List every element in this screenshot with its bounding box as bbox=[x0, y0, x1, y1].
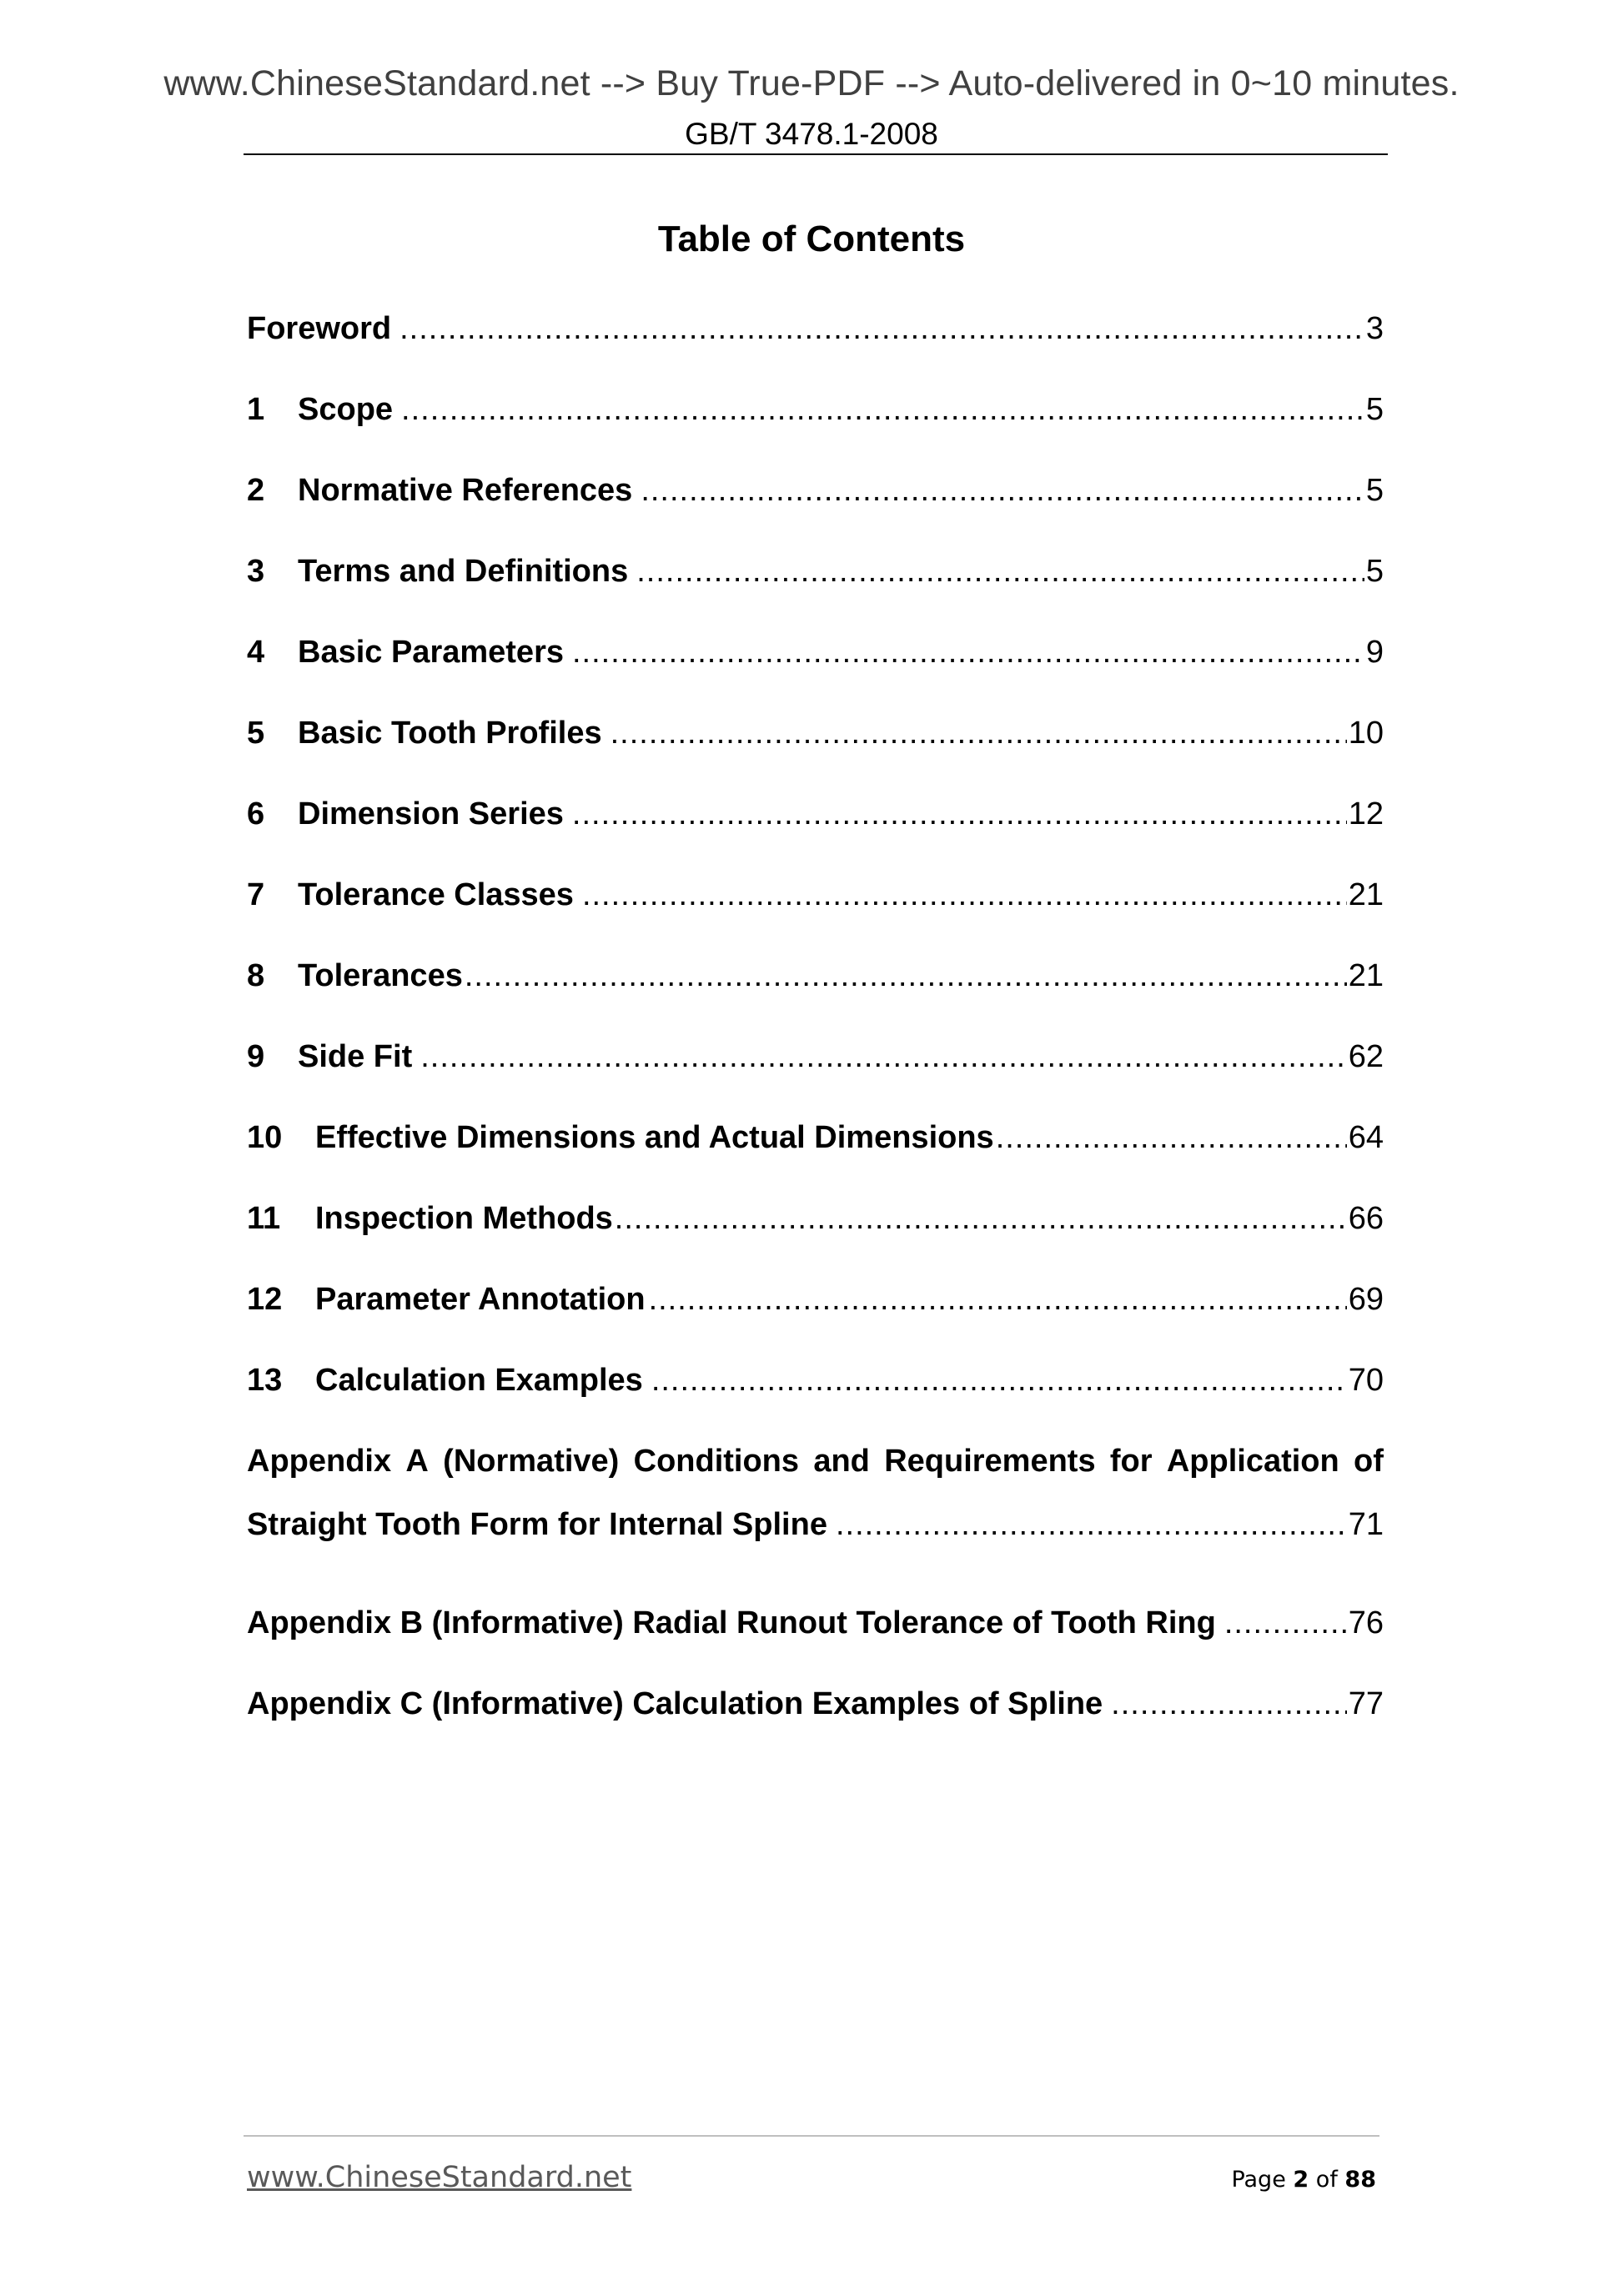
toc-entry-page: 21 bbox=[1348, 958, 1384, 993]
toc-word: Appendix bbox=[247, 1444, 392, 1479]
toc-entry-number: 9 bbox=[247, 1039, 265, 1074]
toc-leader-dots bbox=[836, 1507, 1347, 1543]
top-banner[interactable]: www.ChineseStandard.net --> Buy True-PDF --> Auto-delivered in 0~10 minutes. bbox=[163, 63, 1460, 103]
page-prefix: Page bbox=[1231, 2167, 1286, 2193]
toc-entry-appendix-b[interactable] bbox=[247, 1605, 1384, 1686]
toc-entry-number: 1 bbox=[247, 392, 265, 427]
toc-entry-scope[interactable] bbox=[247, 392, 1384, 473]
toc-entry-page: 10 bbox=[1348, 716, 1384, 751]
header-divider bbox=[244, 153, 1388, 155]
footer-divider bbox=[244, 2135, 1379, 2137]
toc-entry-basic-parameters[interactable] bbox=[247, 635, 1384, 716]
toc-leader-dots bbox=[1111, 1686, 1347, 1722]
toc-leader-dots bbox=[572, 635, 1364, 671]
toc-entry-page: 69 bbox=[1348, 1282, 1384, 1317]
toc-entry-number: 7 bbox=[247, 877, 265, 912]
toc-entry-number: 10 bbox=[247, 1120, 283, 1155]
toc-entry-side-fit[interactable] bbox=[247, 1039, 1384, 1120]
toc-entry-number: 8 bbox=[247, 958, 265, 993]
toc-entry-foreword[interactable] bbox=[247, 311, 1384, 392]
toc-leader-dots bbox=[649, 1282, 1347, 1318]
toc-entry-label: Straight Tooth Form for Internal Spline bbox=[247, 1507, 827, 1542]
toc-entry-number: 6 bbox=[247, 796, 265, 831]
toc-entry-appendix-a[interactable] bbox=[247, 1444, 1384, 1605]
toc-entry-page: 5 bbox=[1365, 392, 1384, 427]
toc-entry-number: 11 bbox=[247, 1201, 281, 1236]
toc-entry-effective-dimensions[interactable] bbox=[247, 1120, 1384, 1201]
toc-entry-label: Parameter Annotation bbox=[315, 1282, 646, 1317]
toc-entry-inspection-methods[interactable] bbox=[247, 1201, 1384, 1282]
toc-entry-calculation-examples[interactable] bbox=[247, 1363, 1384, 1444]
toc-entry-appendix-c[interactable] bbox=[247, 1686, 1384, 1767]
toc-entry-page: 64 bbox=[1348, 1120, 1384, 1155]
footer-page-number bbox=[1231, 2167, 1376, 2193]
toc-leader-dots bbox=[465, 958, 1347, 994]
toc-word: (Normative) bbox=[443, 1444, 620, 1479]
toc-entry-label: Tolerance Classes bbox=[298, 877, 574, 912]
toc-entry-label: Normative References bbox=[298, 473, 633, 508]
toc-leader-dots bbox=[572, 796, 1347, 832]
toc-word: A bbox=[405, 1444, 429, 1479]
toc-leader-dots bbox=[996, 1120, 1347, 1156]
toc-entry-label: Effective Dimensions and Actual Dimensions bbox=[315, 1120, 994, 1155]
toc-entry-label: Basic Parameters bbox=[298, 635, 564, 670]
toc-leader-dots bbox=[615, 1201, 1347, 1237]
page-of: of bbox=[1315, 2167, 1338, 2193]
toc-entry-label: Inspection Methods bbox=[315, 1201, 613, 1236]
toc-leader-dots bbox=[636, 554, 1364, 590]
page-total: 88 bbox=[1344, 2167, 1376, 2193]
toc-entry-number: 4 bbox=[247, 635, 265, 670]
toc-leader-dots bbox=[401, 392, 1364, 428]
toc-title: Table of Contents bbox=[657, 219, 966, 259]
toc-entry-basic-tooth-profiles[interactable] bbox=[247, 716, 1384, 796]
toc-entry-label: Calculation Examples bbox=[315, 1363, 643, 1398]
toc-entry-page: 9 bbox=[1365, 635, 1384, 670]
toc-entry-label: Dimension Series bbox=[298, 796, 564, 831]
toc-entry-label: Scope bbox=[298, 392, 394, 427]
toc-leader-dots bbox=[582, 877, 1347, 913]
toc-word: of bbox=[1354, 1444, 1384, 1479]
toc-entry-number: 12 bbox=[247, 1282, 283, 1317]
toc-entry-page: 76 bbox=[1348, 1605, 1384, 1640]
toc-entry-label: Appendix C (Informative) Calculation Examples of Spline bbox=[247, 1686, 1103, 1721]
toc-leader-dots bbox=[420, 1039, 1346, 1075]
toc-word: and bbox=[813, 1444, 870, 1479]
toc-appendix-a-line1 bbox=[247, 1444, 1384, 1507]
toc-entry-label: Side Fit bbox=[298, 1039, 413, 1074]
toc-word: for bbox=[1109, 1444, 1153, 1479]
toc-leader-dots bbox=[651, 1363, 1347, 1399]
toc-entry-page: 5 bbox=[1365, 554, 1384, 589]
toc-entry-page: 77 bbox=[1348, 1686, 1384, 1721]
toc-entry-label: Foreword bbox=[247, 311, 392, 346]
toc-entry-normative-references[interactable] bbox=[247, 473, 1384, 554]
standard-code: GB/T 3478.1-2008 bbox=[685, 117, 938, 151]
toc-entry-page: 3 bbox=[1365, 311, 1384, 346]
toc-entry-dimension-series[interactable] bbox=[247, 796, 1384, 877]
page-current: 2 bbox=[1293, 2167, 1309, 2193]
toc-entry-label: Appendix B (Informative) Radial Runout Tolerance of Tooth Ring bbox=[247, 1605, 1216, 1640]
toc-entry-tolerance-classes[interactable] bbox=[247, 877, 1384, 958]
toc-appendix-a-line2 bbox=[247, 1507, 1384, 1605]
toc-entry-page: 62 bbox=[1348, 1039, 1384, 1074]
footer-site-link[interactable]: www.ChineseStandard.net bbox=[247, 2161, 632, 2194]
toc-entry-parameter-annotation[interactable] bbox=[247, 1282, 1384, 1363]
toc-entry-tolerances[interactable] bbox=[247, 958, 1384, 1039]
toc-entry-number: 2 bbox=[247, 473, 265, 508]
toc-word: Requirements bbox=[884, 1444, 1096, 1479]
toc-entry-page: 5 bbox=[1365, 473, 1384, 508]
toc-entry-page: 12 bbox=[1348, 796, 1384, 831]
toc-entry-page: 66 bbox=[1348, 1201, 1384, 1236]
toc-entry-page: 71 bbox=[1348, 1507, 1384, 1542]
toc-leader-dots bbox=[611, 716, 1347, 751]
toc-leader-dots bbox=[399, 311, 1364, 347]
toc-entry-page: 21 bbox=[1348, 877, 1384, 912]
toc-entry-number: 5 bbox=[247, 716, 265, 751]
toc-entry-label: Tolerances bbox=[298, 958, 463, 993]
toc-entry-number: 13 bbox=[247, 1363, 283, 1398]
toc-entry-number: 3 bbox=[247, 554, 265, 589]
toc-word: Conditions bbox=[633, 1444, 800, 1479]
toc-entry-label: Terms and Definitions bbox=[298, 554, 629, 589]
toc-leader-dots bbox=[1224, 1605, 1347, 1641]
toc-word: Application bbox=[1166, 1444, 1339, 1479]
table-of-contents bbox=[247, 311, 1384, 1767]
toc-entry-page: 70 bbox=[1348, 1363, 1384, 1398]
toc-leader-dots bbox=[641, 473, 1364, 509]
toc-entry-label: Basic Tooth Profiles bbox=[298, 716, 602, 751]
toc-entry-terms-and-definitions[interactable] bbox=[247, 554, 1384, 635]
